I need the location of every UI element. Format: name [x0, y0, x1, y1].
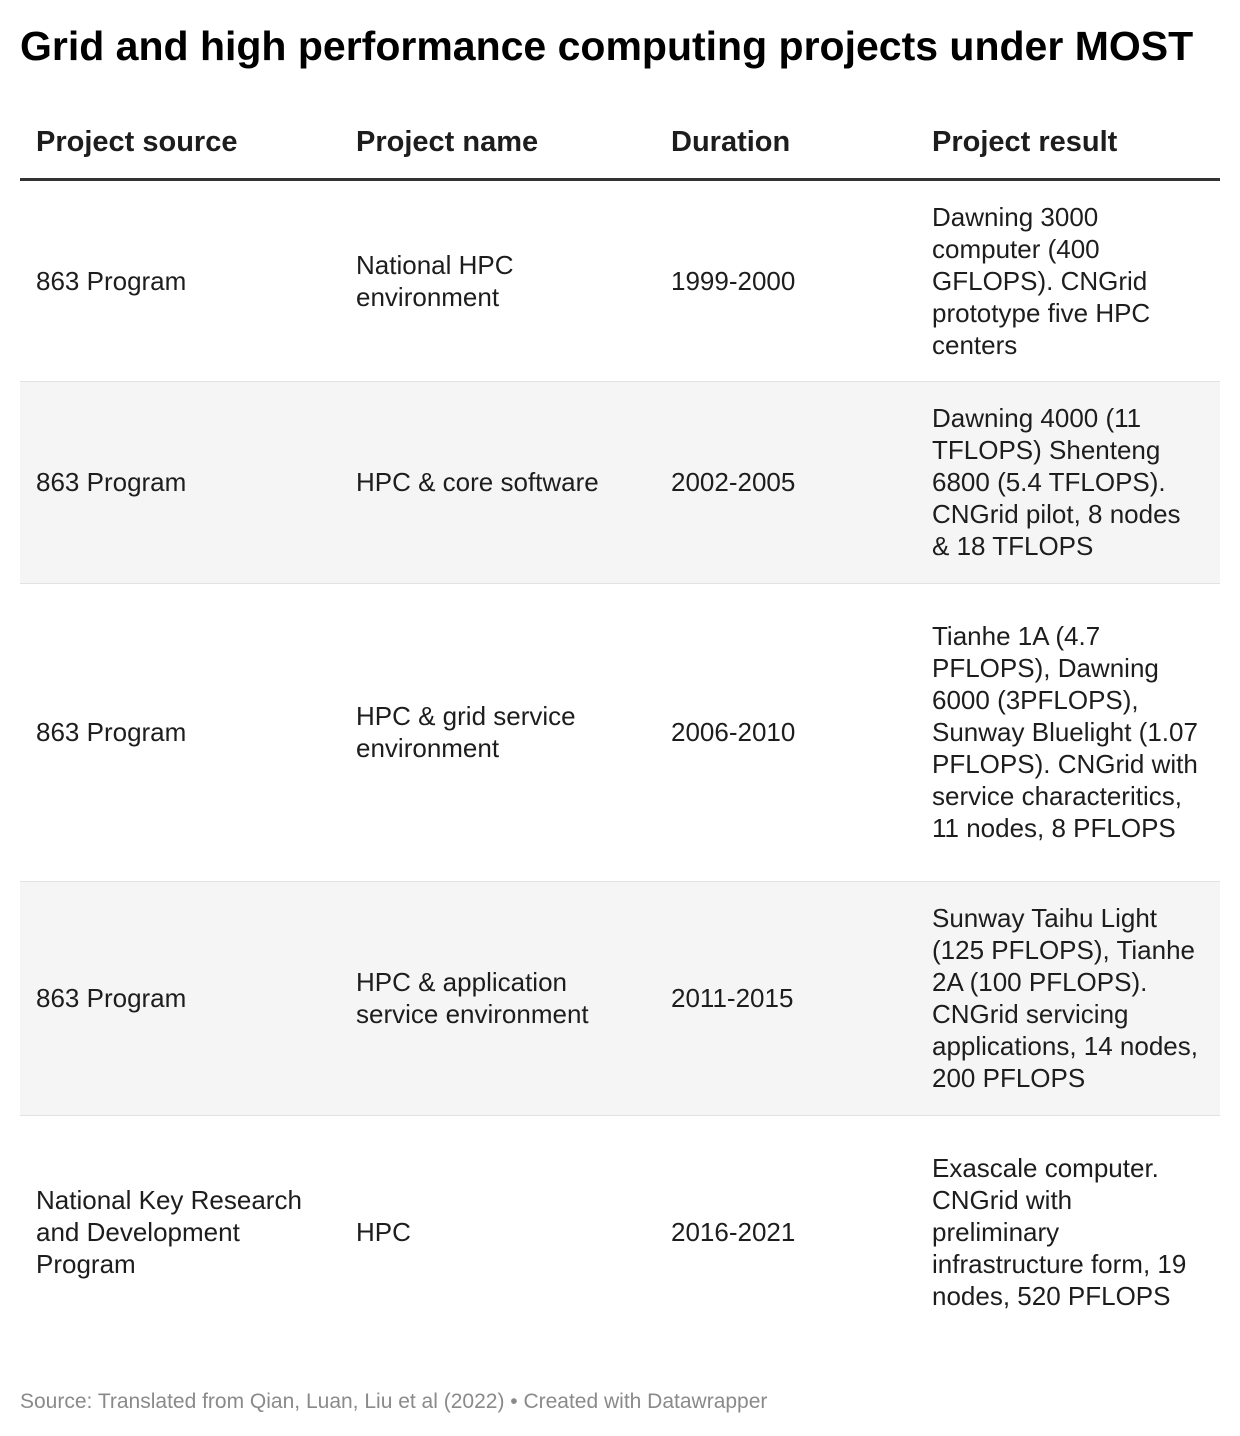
cell-project-name: HPC — [356, 1217, 411, 1248]
cell-duration: 2016-2021 — [671, 1217, 796, 1248]
column-header-project-source[interactable]: Project source — [20, 108, 340, 179]
cell-project-result: Dawning 4000 (11 TFLOPS) Shenteng 6800 (5.4 TFLOPS). CNGrid pilot, 8 nodes & 18 TFLOPS — [916, 381, 1220, 583]
table-row — [20, 381, 1220, 583]
cell-project-name: National HPC environment — [340, 179, 655, 381]
column-header-project-name[interactable]: Project name — [340, 108, 655, 179]
cell-project-source: 863 Program — [20, 381, 340, 583]
cell-duration: 2006-2010 — [655, 583, 916, 881]
cell-project-source: 863 Program — [20, 881, 340, 1115]
cell-duration: 2002-2005 — [655, 381, 916, 583]
column-header-duration[interactable]: Duration — [655, 108, 916, 179]
cell-project-result: Sunway Taihu Light (125 PFLOPS), Tianhe 2A (100 PFLOPS). CNGrid servicing applications, 14 nodes, 200 PFLOPS — [916, 881, 1220, 1115]
cell-project-name: HPC & application service environment — [340, 881, 655, 1115]
table-row — [20, 881, 1220, 1115]
cell-duration: 2011-2015 — [655, 881, 916, 1115]
cell-project-result: Dawning 3000 computer (400 GFLOPS). CNGrid prototype five HPC centers — [916, 179, 1220, 381]
table-row — [20, 1115, 1220, 1349]
cell-project-name: HPC & core software — [340, 381, 655, 583]
cell-project-name: HPC & grid service environment — [340, 583, 655, 881]
chart-title: Grid and high performance computing projects under MOST — [20, 23, 1194, 69]
cell-project-source: 863 Program — [20, 583, 340, 881]
column-header-project-result[interactable]: Project result — [916, 108, 1220, 179]
table-row — [20, 583, 1220, 881]
cell-project-result: Tianhe 1A (4.7 PFLOPS), Dawning 6000 (3PFLOPS), Sunway Bluelight (1.07 PFLOPS). CNGrid with service characteritics, 11 nodes, 8 PFLOPS — [916, 583, 1220, 881]
table-row — [20, 179, 1220, 381]
cell-duration: 1999-2000 — [655, 179, 916, 381]
projects-table — [20, 108, 1220, 1349]
source-footer: Source: Translated from Qian, Luan, Liu et al (2022) • Created with Datawrapper — [20, 1390, 768, 1413]
header-row — [20, 108, 1220, 179]
cell-project-result: Exascale computer. CNGrid with preliminary infrastructure form, 19 nodes, 520 PFLOPS — [932, 1153, 1187, 1312]
cell-project-source: National Key Research and Development Program — [36, 1185, 302, 1280]
cell-project-source: 863 Program — [20, 179, 340, 381]
